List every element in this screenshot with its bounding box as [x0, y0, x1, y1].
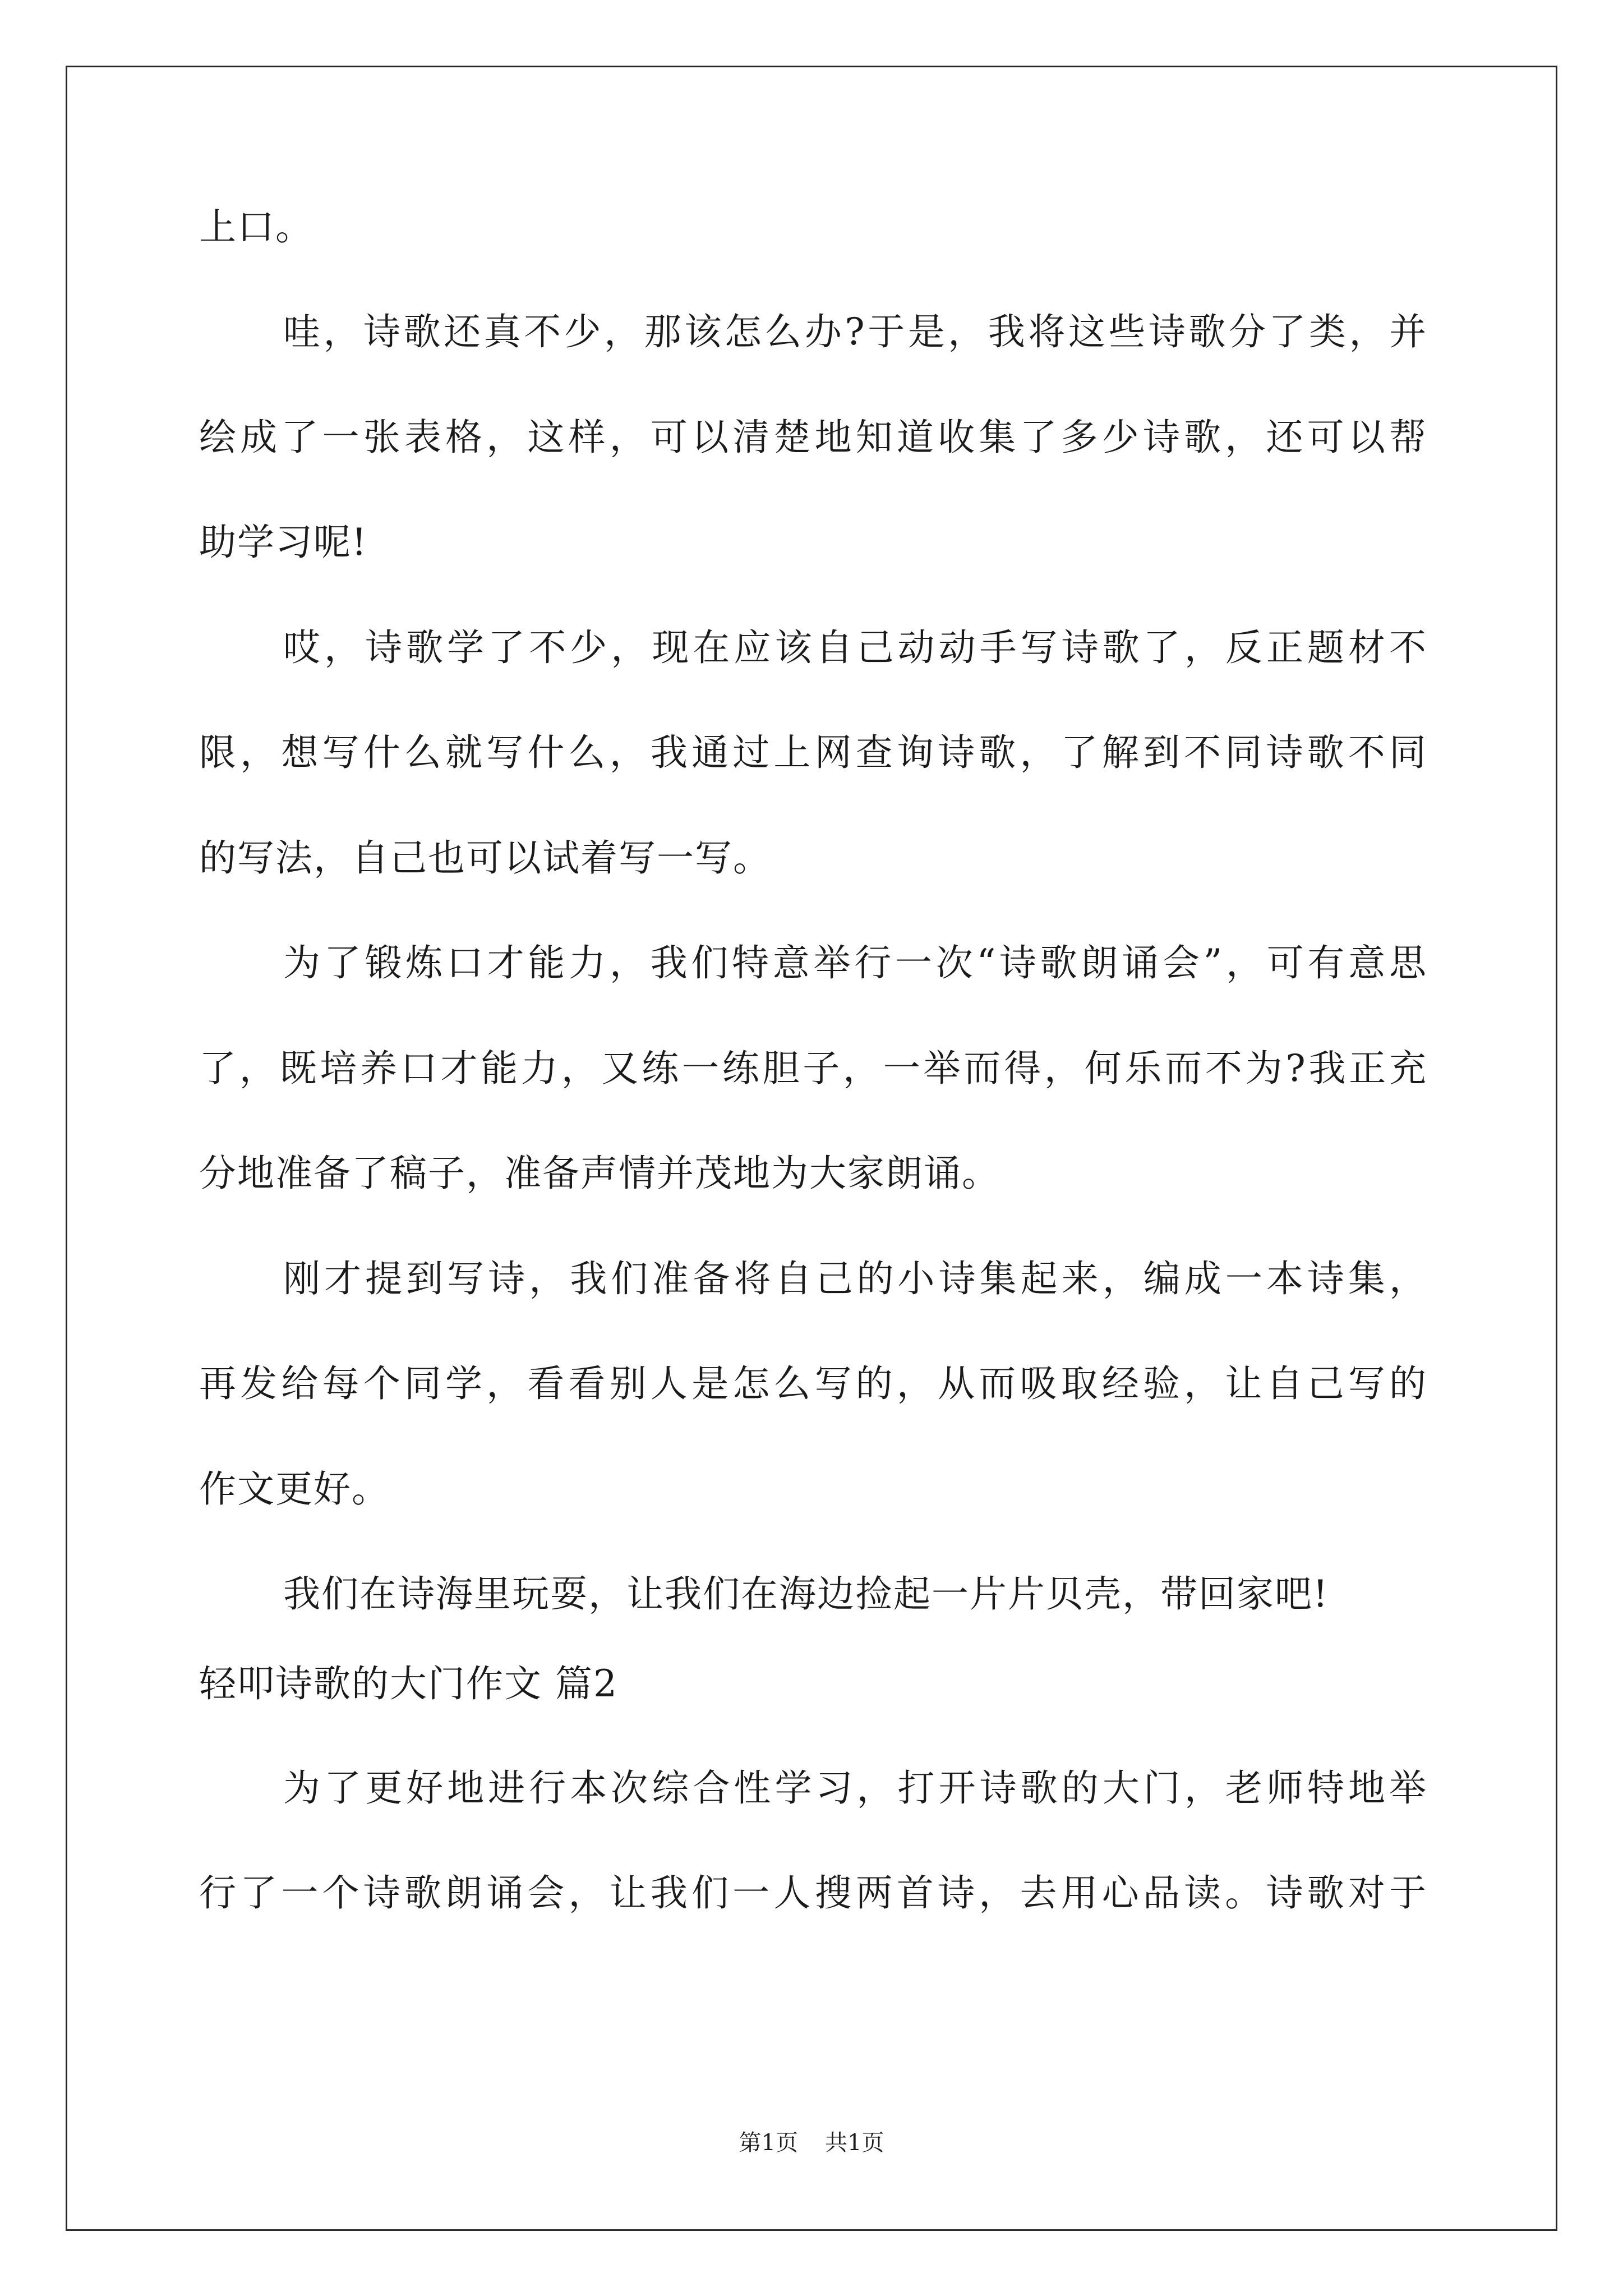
text-line: 行了一个诗歌朗诵会，让我们一人搜两首诗，去用心品读。诗歌对于 — [199, 1871, 1427, 1915]
text-line: 绘成了一张表格，这样，可以清楚地知道收集了多少诗歌，还可以帮 — [199, 416, 1427, 459]
page-total: 共1页 — [825, 2130, 884, 2156]
text-line: 了，既培养口才能力，又练一练胆子，一举而得，何乐而不为?我正充 — [199, 1047, 1427, 1090]
section-heading: 轻叩诗歌的大门作文 篇2 — [199, 1662, 618, 1705]
text-line: 再发给每个同学，看看别人是怎么写的，从而吸取经验，让自己写的 — [199, 1362, 1427, 1405]
text-line: 的写法，自己也可以试着写一写。 — [199, 836, 771, 880]
text-line: 上口。 — [199, 205, 313, 249]
text-line: 助学习呢! — [199, 521, 368, 564]
text-line: 哇，诗歌还真不少，那该怎么办?于是，我将这些诗歌分了类，并 — [283, 310, 1427, 353]
text-line: 我们在诗海里玩耍，让我们在海边捡起一片片贝壳，带回家吧! — [283, 1572, 1329, 1616]
text-line: 哎，诗歌学了不少，现在应该自己动动手写诗歌了，反正题材不 — [283, 626, 1427, 669]
text-line: 限，想写什么就写什么，我通过上网查询诗歌，了解到不同诗歌不同 — [199, 731, 1427, 774]
text-line: 作文更好。 — [199, 1467, 390, 1511]
page-footer — [0, 2129, 1623, 2157]
text-line: 为了锻炼口才能力，我们特意举行一次“诗歌朗诵会”，可有意思 — [283, 941, 1427, 984]
text-line: 分地准备了稿子，准备声情并茂地为大家朗诵。 — [199, 1152, 1000, 1195]
page-number: 第1页 — [739, 2130, 798, 2156]
text-line: 为了更好地进行本次综合性学习，打开诗歌的大门，老师特地举 — [283, 1766, 1427, 1810]
text-line: 刚才提到写诗，我们准备将自己的小诗集起来，编成一本诗集， — [283, 1257, 1427, 1300]
